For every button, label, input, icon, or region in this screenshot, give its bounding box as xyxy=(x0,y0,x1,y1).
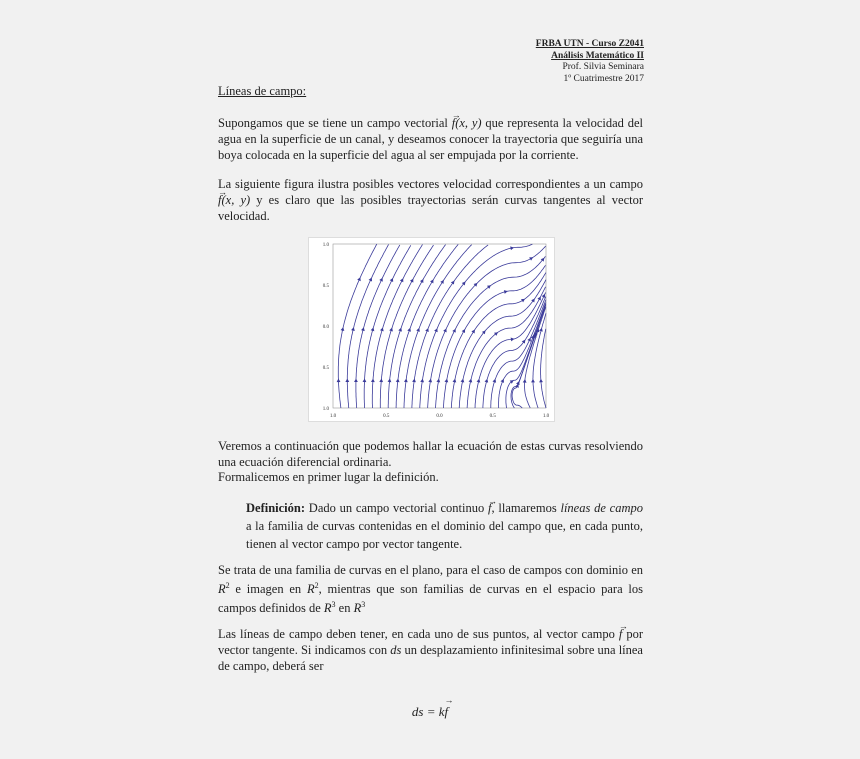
p6-ds: ds xyxy=(390,643,402,657)
p1-vector-f: → f xyxy=(452,116,455,130)
stream-arrow xyxy=(380,327,384,331)
x-tick-label: 0.5 xyxy=(489,414,496,419)
stream-arrow xyxy=(388,379,392,383)
x-tick-label: 0.5 xyxy=(383,414,390,419)
p1-text-b: que representa la velocidad del agua en la superficie de un canal, y deseamos conocer la trayectoria que seguiría una boya colocada en la superficie del agua al ser empujada por la corriente. xyxy=(218,116,644,162)
formula-eq: = k xyxy=(423,704,445,719)
p5-e1: 2 xyxy=(225,581,230,590)
y-tick-label: 1.0 xyxy=(322,243,329,248)
stream-arrow xyxy=(469,379,473,383)
x-tick-label: 0.0 xyxy=(436,414,443,419)
p5-text-c: , mientras que son familias de curvas en el espacio para los campos definidos de xyxy=(218,582,644,616)
stream-arrow xyxy=(531,379,535,383)
stream-arrow xyxy=(351,327,355,331)
stream-arrow xyxy=(354,378,358,382)
stream-arrow xyxy=(494,332,498,336)
stream-lines xyxy=(333,244,546,408)
stream-arrow xyxy=(531,299,535,303)
header-line-2: Análisis Matemático II xyxy=(551,50,644,61)
p2-vector-f: → f xyxy=(218,193,221,207)
y-tick-label: 0.5 xyxy=(322,366,329,371)
stream-arrow xyxy=(461,379,465,383)
stream-line xyxy=(541,329,546,408)
stream-arrow xyxy=(379,379,383,383)
stream-line xyxy=(388,245,445,408)
p5-e2: 2 xyxy=(314,581,319,590)
stream-arrow xyxy=(539,379,543,383)
stream-arrow xyxy=(361,327,365,331)
formula-lhs: ds xyxy=(411,704,424,719)
formula-vector-f: → f xyxy=(444,704,448,719)
stream-arrow xyxy=(412,379,416,383)
y-tick-label: 0.0 xyxy=(322,325,329,330)
p5-r2: R xyxy=(306,582,315,597)
p6-text-c: un desplazamiento infinitesimal sobre una línea de campo, deberá ser xyxy=(218,643,643,673)
x-tick-label: 1.0 xyxy=(329,414,337,419)
paragraph-6 xyxy=(218,626,643,674)
header-line-1: FRBA UTN - Curso Z2041 xyxy=(535,39,644,49)
definition-block xyxy=(246,499,643,553)
stream-line xyxy=(338,244,377,408)
stream-arrow xyxy=(477,379,481,383)
header-line-4: 1º Cuatrimestre 2017 xyxy=(563,73,644,84)
def-vector-f: → f xyxy=(488,501,491,515)
stream-arrow xyxy=(345,379,349,383)
stream-arrow xyxy=(371,378,375,382)
paragraph-4: Formalicemos en primer lugar la definición. xyxy=(218,470,439,484)
stream-arrow xyxy=(523,379,527,383)
stream-arrow xyxy=(337,379,341,383)
stream-line xyxy=(512,305,546,408)
def-text-c: a la familia de curvas contenidas en el dominio del campo que, en cada punto, tienen al vector campo por vector tangente. xyxy=(246,519,643,551)
stream-arrow xyxy=(510,246,514,250)
stream-arrow xyxy=(371,327,375,331)
p5-text-a: Se trata de una familia de curvas en el plano, para el caso de campos con dominio en xyxy=(218,563,643,577)
field-line-formula xyxy=(0,704,860,720)
stream-arrow xyxy=(436,379,440,383)
p5-text-d: en xyxy=(335,601,354,616)
paragraph-2 xyxy=(218,176,643,224)
stream-line xyxy=(436,256,546,408)
def-text-b: , llamaremos xyxy=(491,501,561,515)
stream-line xyxy=(420,244,533,408)
stream-arrow xyxy=(487,285,491,289)
p5-e3: 3 xyxy=(331,600,336,610)
stream-plot xyxy=(309,238,554,421)
stream-arrow xyxy=(341,327,345,331)
p6-text-a: Las líneas de campo deben tener, en cada uno de sus puntos, al vector campo xyxy=(218,627,619,641)
stream-arrow xyxy=(420,379,424,383)
stream-arrow xyxy=(453,379,457,383)
p1-text-a: Supongamos que se tiene un campo vectorial xyxy=(218,116,452,130)
paragraph-5 xyxy=(218,562,643,616)
definition-label: Definición: xyxy=(246,501,306,515)
p5-text-b: e imagen en xyxy=(229,582,307,597)
stream-arrow xyxy=(511,338,515,342)
stream-line xyxy=(443,265,545,408)
stream-arrow xyxy=(363,378,367,382)
stream-arrow xyxy=(484,379,488,383)
stream-arrow xyxy=(451,281,455,285)
y-tick-label: 1.0 xyxy=(322,407,329,412)
p5-r1: R xyxy=(218,582,226,597)
p2-text-b: y es claro que las posibles trayectorias serán curvas tangentes al vector velocidad. xyxy=(218,193,644,223)
p5-r4: R xyxy=(353,601,362,616)
p6-text-b: por vector tangente. Si indicamos con xyxy=(218,627,643,657)
p2-text-a: La siguiente figura ilustra posibles vectores velocidad correspondientes a un campo xyxy=(218,177,643,191)
p5-e4: 3 xyxy=(361,600,366,610)
paragraph-1 xyxy=(218,115,643,163)
p1-args: (x, y) xyxy=(455,116,482,130)
stream-line xyxy=(347,245,388,409)
stream-arrow xyxy=(428,379,432,383)
plot-frame xyxy=(333,244,546,408)
def-term: líneas de campo xyxy=(560,501,643,515)
stream-arrow xyxy=(444,379,448,383)
section-title: Líneas de campo: xyxy=(218,84,307,98)
stream-line xyxy=(356,245,400,408)
stream-arrow xyxy=(522,340,526,344)
stream-line xyxy=(364,245,411,408)
stream-line xyxy=(380,245,433,408)
paragraph-3: Veremos a continuación que podemos hallar la ecuación de estas curvas resolviendo una ecuación diferencial ordinaria. xyxy=(218,439,643,469)
course-header xyxy=(536,39,644,85)
header-line-3: Prof. Silvia Seminara xyxy=(562,62,644,72)
stream-plot-figure xyxy=(308,237,555,422)
p5-r3: R xyxy=(323,601,332,616)
p2-args: (x, y) xyxy=(221,193,251,207)
stream-line xyxy=(459,280,546,408)
def-text-a: Dado un campo vectorial continuo xyxy=(305,501,488,515)
p6-vector-f: → f xyxy=(619,627,622,641)
stream-arrow xyxy=(539,328,543,332)
stream-arrow xyxy=(504,290,508,294)
x-tick-label: 1.0 xyxy=(542,414,550,419)
y-tick-label: 0.5 xyxy=(322,284,329,289)
